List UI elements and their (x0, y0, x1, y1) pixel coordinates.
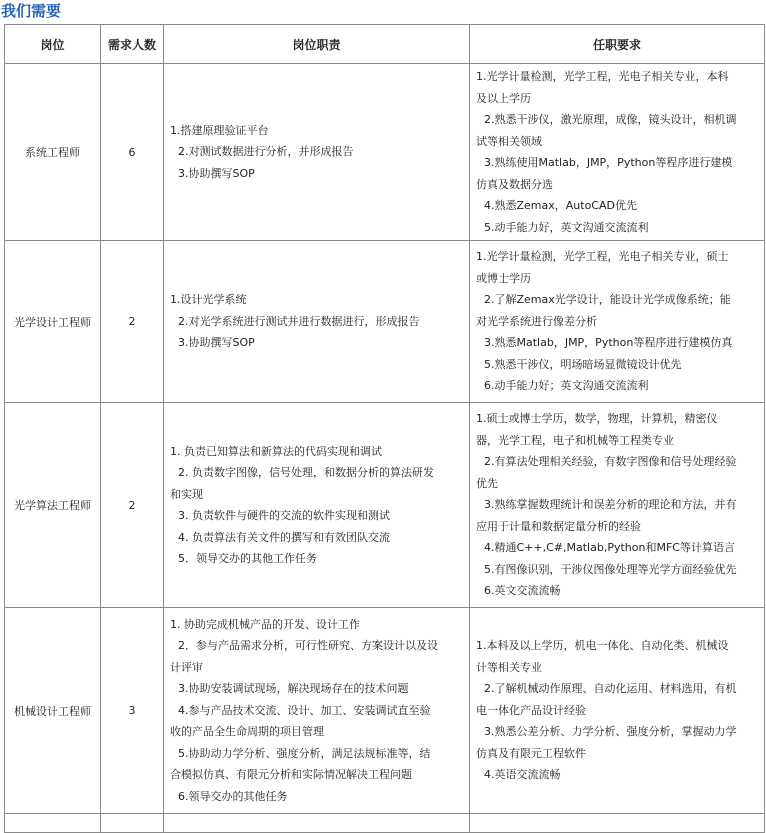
table-body (5, 64, 765, 833)
duty-line: 4. 负责算法有关文件的撰写和有效团队交流 (178, 530, 390, 544)
duty-line: 2.对光学系统进行测试并进行数据进行，形成报告 (178, 314, 420, 328)
jobs-table (4, 24, 765, 833)
job-requirements (470, 608, 765, 814)
duty-line: 合模拟仿真、有限元分析和实际情况解决工程问题 (170, 768, 412, 782)
duty-line: 6.领导交办的其他任务 (178, 789, 288, 803)
duty-line: 5．领导交办的其他工作任务 (178, 552, 317, 565)
requirement-line: 4.精通C++,C#,Matlab,Python和MFC等计算语言 (484, 541, 735, 555)
duty-line: 2. 负责数字图像，信号处理，和数据分析的算法研发 (178, 466, 434, 479)
duty-line: 2.对测试数据进行分析，并形成报告 (178, 145, 354, 159)
section-title: 我们需要 (1, 2, 62, 20)
requirement-line: 1.光学计量检测，光学工程，光电子相关专业，本科 (476, 70, 729, 83)
requirement-line: 或博士学历 (476, 271, 531, 285)
job-requirements (470, 64, 765, 241)
header-count: 需求人数 (101, 25, 164, 64)
requirement-line: 1.硕士或博士学历，数学，物理，计算机，精密仪 (476, 412, 718, 426)
requirement-line: 电一体化产品设计经验 (476, 703, 586, 717)
requirement-line: 仿真及有限元工程软件 (476, 746, 586, 760)
requirement-line: 试等相关领域 (476, 134, 542, 148)
requirement-line: 5.有图像识别，干涉仪图像处理等光学方面经验优先 (484, 562, 737, 576)
requirement-line: 对光学系统进行像差分析 (476, 314, 597, 328)
duty-line: 2．参与产品需求分析，可行性研究、方案设计以及设 (178, 639, 438, 653)
duty-line: 5.协助动力学分析、强度分析，满足法规标准等，结 (178, 746, 431, 760)
job-count: 3 (101, 608, 164, 814)
duty-line: 计评审 (170, 660, 203, 674)
requirement-line: 1.光学计量检测，光学工程，光电子相关专业，硕士 (476, 250, 729, 264)
header-position: 岗位 (5, 25, 101, 64)
empty-cell (101, 814, 164, 833)
requirement-line: 5.熟悉干涉仪，明场暗场显微镜设计优先 (484, 357, 682, 371)
header-requirements: 任职要求 (470, 25, 765, 64)
job-count: 2 (101, 403, 164, 608)
job-position: 光学算法工程师 (5, 403, 101, 608)
job-count: 6 (101, 64, 164, 241)
duty-line: 1.设计光学系统 (170, 293, 247, 307)
requirement-line: 6.动手能力好；英文沟通交流流利 (484, 379, 649, 393)
duty-line: 3.协助撰写SOP (178, 336, 255, 350)
requirement-line: 6.英文交流流畅 (484, 584, 561, 598)
requirement-line: 2.有算法处理相关经验，有数字图像和信号处理经验 (484, 455, 737, 469)
job-position: 机械设计工程师 (5, 608, 101, 814)
table-row (5, 403, 765, 608)
job-requirements (470, 241, 765, 403)
requirement-line: 3.熟练掌握数理统计和误差分析的理论和方法，并有 (484, 498, 737, 512)
requirement-line: 2.了解Zemax光学设计，能设计光学成像系统；能 (484, 293, 731, 307)
job-duties (164, 241, 470, 403)
requirement-line: 4.熟悉Zemax，AutoCAD优先 (484, 199, 637, 212)
requirement-line: 5.动手能力好，英文沟通交流流利 (484, 220, 649, 234)
empty-cell (5, 814, 101, 833)
requirement-line: 计等相关专业 (476, 660, 542, 674)
requirement-line: 优先 (476, 476, 498, 490)
table-row-partial (5, 814, 765, 833)
table-header-row (5, 25, 765, 64)
requirement-line: 3.熟练使用Matlab，JMP，Python等程序进行建模 (484, 156, 733, 169)
job-count: 2 (101, 241, 164, 403)
duty-line: 3. 负责软件与硬件的交流的软件实现和测试 (178, 509, 390, 522)
duty-line: 3.协助撰写SOP (178, 166, 255, 180)
requirement-line: 2.熟悉干涉仪，激光原理，成像，镜头设计，相机调 (484, 113, 737, 126)
duty-line: 收的产品全生命周期的项目管理 (170, 725, 324, 739)
header-duties: 岗位职责 (164, 25, 470, 64)
empty-cell (164, 814, 470, 833)
job-duties (164, 403, 470, 608)
requirement-line: 3.熟悉公差分析、力学分析、强度分析，掌握动力学 (484, 725, 737, 739)
table-row (5, 64, 765, 241)
table-row (5, 608, 765, 814)
job-duties (164, 64, 470, 241)
table-row (5, 241, 765, 403)
duty-line: 1. 协助完成机械产品的开发、设计工作 (170, 617, 360, 631)
requirement-line: 3.熟悉Matlab，JMP，Python等程序进行建模仿真 (484, 336, 733, 350)
duty-line: 和实现 (170, 487, 203, 501)
requirement-line: 应用于计量和数据定量分析的经验 (476, 519, 641, 533)
requirement-line: 及以上学历 (476, 91, 531, 105)
requirement-line: 器，光学工程，电子和机械等工程类专业 (476, 433, 674, 447)
requirement-line: 4.英语交流流畅 (484, 768, 561, 782)
duty-line: 1. 负责已知算法和新算法的代码实现和调试 (170, 444, 382, 458)
requirement-line: 1.本科及以上学历，机电一体化、自动化类、机械设 (476, 639, 729, 653)
job-requirements (470, 403, 765, 608)
job-position: 光学设计工程师 (5, 241, 101, 403)
job-duties (164, 608, 470, 814)
empty-cell (470, 814, 765, 833)
requirement-line: 仿真及数据分选 (476, 177, 553, 191)
duty-line: 4.参与产品技术交流、设计、加工、安装调试直至验 (178, 703, 431, 717)
job-position: 系统工程师 (5, 64, 101, 241)
requirement-line: 2.了解机械动作原理、自动化运用、材料选用，有机 (484, 682, 737, 696)
duty-line: 3.协助安装调试现场，解决现场存在的技术问题 (178, 682, 409, 696)
duty-line: 1.搭建原理验证平台 (170, 123, 269, 137)
